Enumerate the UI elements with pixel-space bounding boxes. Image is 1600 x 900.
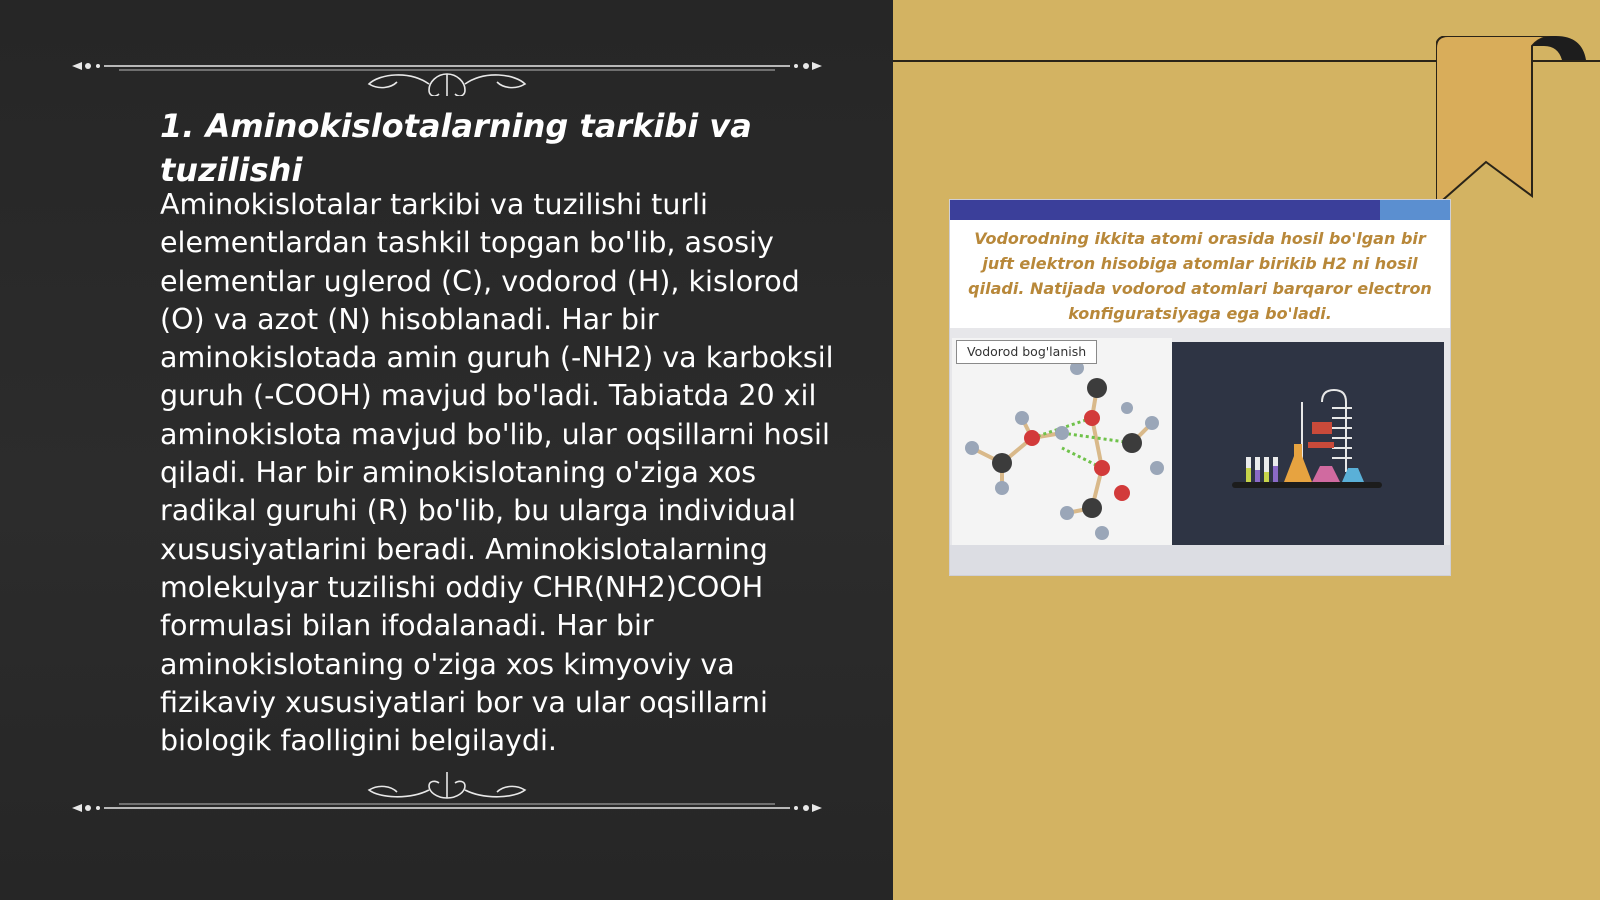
slide-image-topbar-accent (1380, 200, 1450, 220)
molecule-illustration (952, 338, 1172, 545)
slide-image-footer (950, 545, 1450, 575)
bookmark-ribbon-icon (1436, 36, 1596, 206)
lab-equipment-illustration (1172, 342, 1444, 545)
slide-image-topbar (950, 200, 1450, 220)
lab-equipment-drawing (1172, 342, 1444, 545)
image-caption: Vodorodning ikkita atomi orasida hosil bo'lgan bir juft elektron hisobiga atomlar birikib H2 ni hosil qiladi. Natijada vodorod atomlari barqaror electron konfiguratsiyaga ega bo'ladi. (950, 220, 1450, 328)
bottom-ornament-divider (64, 772, 830, 832)
embedded-slide-image (950, 200, 1450, 575)
molecule-drawing (952, 338, 1172, 545)
slide-title: 1. Aminokislotalarning tarkibi va tuzilishi (160, 107, 752, 189)
molecule-label: Vodorod bog'lanish (956, 340, 1097, 364)
top-ornament-divider (64, 36, 830, 96)
slide-body-text: Aminokislotalar tarkibi va tuzilishi turli elementlardan tashkil topgan bo'lib, asosiy elementlar uglerod (C), vodorod (H), kislorod (O) va azot (N) hisoblanadi. Har bir aminokislotada amin guruh (-NH2) va karboksil guruh (-COOH) mavjud bo'ladi. Tabiatda 20 xil aminokislota mavjud bo'lib, ular oqsillarni hosil qiladi. Har bir aminokislotaning o'ziga xos radikal guruhi (R) bo'lib, bu ularga individual xususiyatlarini beradi. Aminokislotalarning molekulyar tuzilishi oddiy CHR(NH2)COOH formulasi bilan ifodalanadi. Har bir aminokislotaning o'ziga xos kimyoviy va fizikaviy xususiyatlari bor va ular oqsillarni biologik faolligini belgilaydi. (160, 188, 834, 758)
